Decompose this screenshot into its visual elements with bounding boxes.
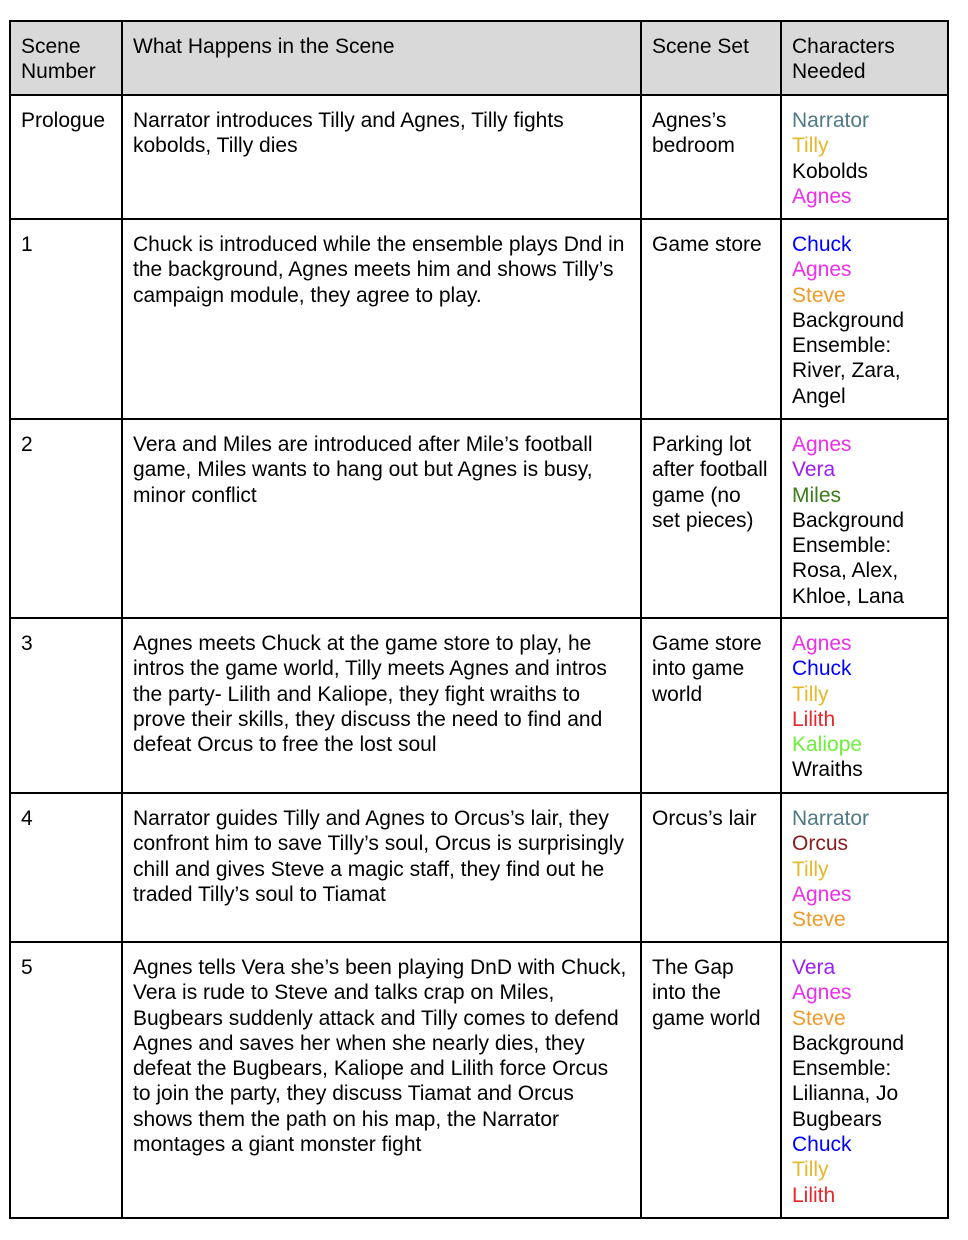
character-name: Wraiths <box>792 758 863 782</box>
header-what-happens: What Happens in the Scene <box>122 21 641 95</box>
character-name: Tilly <box>792 1158 829 1182</box>
character-name: Narrator <box>792 807 870 830</box>
character-name: Bugbears <box>792 1107 882 1131</box>
character-name: Lilith <box>792 707 836 731</box>
character-name: Agnes <box>792 433 852 456</box>
scene-number-cell: 5 <box>10 942 122 1218</box>
character-name: Chuck <box>792 233 852 256</box>
scene-number-cell: 1 <box>10 219 122 419</box>
character-name: Background Ensemble: Rosa, Alex, Khloe, Lana <box>792 508 905 608</box>
characters-cell <box>781 219 948 419</box>
character-name: Steve <box>792 1006 846 1030</box>
table-row <box>10 95 948 219</box>
scene-number-cell: 2 <box>10 419 122 618</box>
character-name: Vera <box>792 956 836 979</box>
header-characters-needed: Characters Needed <box>781 21 948 95</box>
scene-description-cell: Agnes meets Chuck at the game store to play, he intros the game world, Tilly meets Agnes and intros the party- Lilith and Kaliope, they fight wraiths to prove their skills, they discuss the need to find and defeat Orcus to free the lost soul <box>122 618 641 793</box>
character-name: Background Ensemble: River, Zara, Angel <box>792 308 905 408</box>
character-name: Kobolds <box>792 159 868 183</box>
scene-set-cell: Parking lot after football game (no set pieces) <box>641 419 781 618</box>
character-name: Tilly <box>792 682 829 706</box>
character-name: Steve <box>792 908 846 932</box>
table-row <box>10 793 948 942</box>
character-name: Lilith <box>792 1183 836 1207</box>
scene-set-cell: Game store <box>641 219 781 419</box>
header-row <box>10 21 948 95</box>
scene-description-cell: Narrator guides Tilly and Agnes to Orcus’s lair, they confront him to save Tilly’s soul, Orcus is surprisingly chill and gives Steve a magic staff, they find out he traded Tilly’s soul to Tiamat <box>122 793 641 942</box>
scene-number-cell: Prologue <box>10 95 122 219</box>
character-name: Vera <box>792 458 836 482</box>
character-name: Kaliope <box>792 733 863 757</box>
scene-set-cell: The Gap into the game world <box>641 942 781 1218</box>
character-name: Narrator <box>792 109 870 132</box>
scene-set-cell: Agnes’s bedroom <box>641 95 781 219</box>
character-name: Orcus <box>792 832 849 856</box>
characters-cell <box>781 793 948 942</box>
scene-number-cell: 4 <box>10 793 122 942</box>
characters-cell <box>781 942 948 1218</box>
scene-breakdown-table <box>9 20 949 1219</box>
characters-cell <box>781 95 948 219</box>
character-name: Tilly <box>792 134 829 158</box>
character-name: Steve <box>792 283 846 307</box>
table-row <box>10 219 948 419</box>
character-name: Tilly <box>792 857 829 881</box>
scene-set-cell: Orcus’s lair <box>641 793 781 942</box>
table-row <box>10 419 948 618</box>
characters-cell <box>781 419 948 618</box>
scene-set-cell: Game store into game world <box>641 618 781 793</box>
character-name: Agnes <box>792 258 852 282</box>
table-row <box>10 942 948 1218</box>
character-name: Chuck <box>792 657 852 681</box>
table-row <box>10 618 948 793</box>
table-body <box>10 95 948 1218</box>
character-name: Background Ensemble: Lilianna, Jo <box>792 1031 905 1106</box>
character-name: Agnes <box>792 981 852 1005</box>
character-name: Agnes <box>792 184 852 208</box>
character-name: Agnes <box>792 882 852 906</box>
header-scene-number: Scene Number <box>10 21 122 95</box>
scene-description-cell: Agnes tells Vera she’s been playing DnD with Chuck, Vera is rude to Steve and talks crap on Miles, Bugbears suddenly attack and Tilly comes to defend Agnes and saves her when she nearly dies, they defeat the Bugbears, Kaliope and Lilith force Orcus to join the party, they discuss Tiamat and Orcus shows them the path on his map, the Narrator montages a giant monster fight <box>122 942 641 1218</box>
header-scene-set: Scene Set <box>641 21 781 95</box>
character-name: Miles <box>792 483 842 507</box>
character-name: Agnes <box>792 632 852 655</box>
scene-description-cell: Chuck is introduced while the ensemble plays Dnd in the background, Agnes meets him and shows Tilly’s campaign module, they agree to play. <box>122 219 641 419</box>
table-header <box>10 21 948 95</box>
character-name: Chuck <box>792 1133 852 1157</box>
scene-description-cell: Narrator introduces Tilly and Agnes, Tilly fights kobolds, Tilly dies <box>122 95 641 219</box>
scene-description-cell: Vera and Miles are introduced after Mile’s football game, Miles wants to hang out but Agnes is busy, minor conflict <box>122 419 641 618</box>
characters-cell <box>781 618 948 793</box>
scene-number-cell: 3 <box>10 618 122 793</box>
